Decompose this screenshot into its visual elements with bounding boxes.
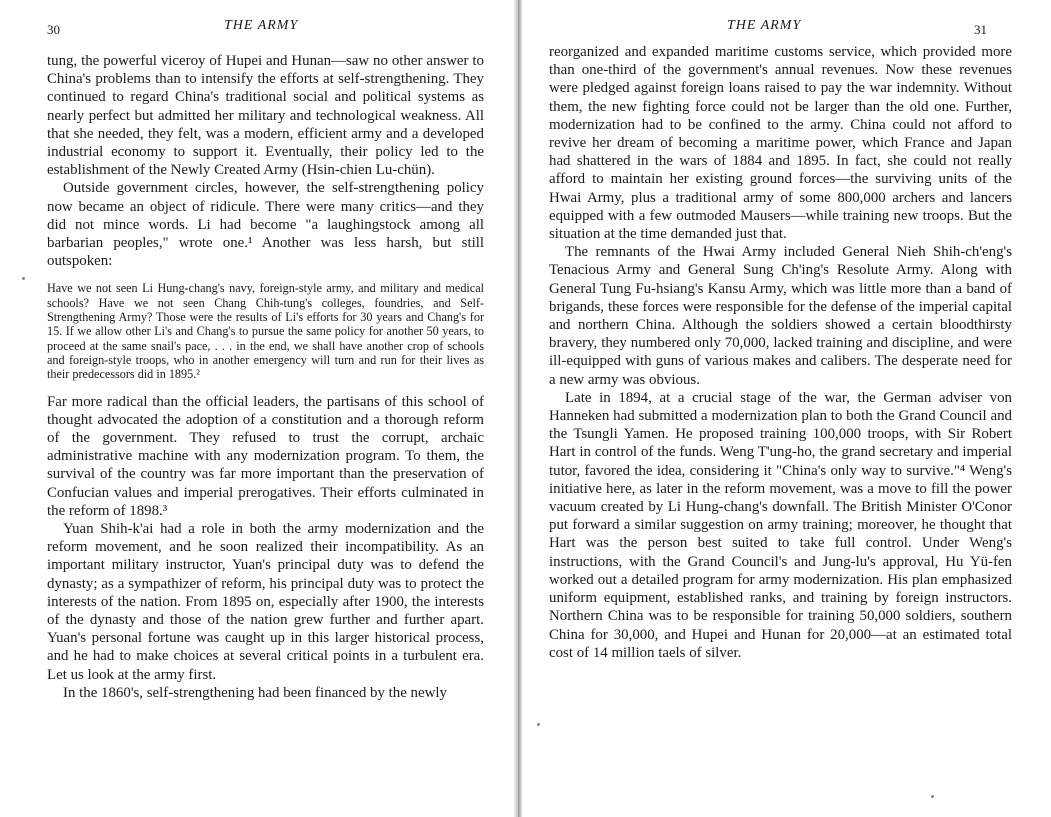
right-page-body [549, 43, 1012, 662]
left-page-body [47, 52, 484, 702]
paragraph: In the 1860's, self-strengthening had been financed by the newly [63, 684, 447, 701]
block-quote: Have we not seen Li Hung-chang's navy, foreign-style army, and military and medical schools? Have we not seen Chang Chih-tung's colleges, foundries, and Self-Strengthening Army? Those were the results of Li's efforts for 30 years and Chang's for 15. If we allow other Li's and Chang's to pursue the same policy for another 50 years, to proceed at the same snail's pace, . . . in the end, we shall have another crop of schools and foreign-style troops, who in another emergency will turn and run for their lives as their predecessors did in 1895.² [47, 281, 484, 382]
paragraph: Far more radical than the official leaders, the partisans of this school of thought advocated the adoption of a constitution and a thorough reform of the government. They refused to trust the corrupt, archaic administrative machine with any modernization program. To them, the survival of the country was far more important than the preservation of Confucian values and imperial prerogatives. Their efforts culminated in the reform of 1898.³ [47, 393, 484, 519]
scan-speck [931, 795, 934, 798]
left-page-number: 30 [47, 22, 60, 37]
paragraph: Yuan Shih-k'ai had a role in both the army modernization and the reform movement, and he soon realized their incompatibility. As an important military instructor, Yuan's principal duty was to defend the dynasty; as a sympathizer of reform, his principal duty was to protect the interests of the nation. From 1895 on, especially after 1900, the interests of the dynasty and those of the nation grew further and further apart. Yuan's personal fortune was caught up in this larger historical process, and he had to make choices at several critical points in a turbulent era. Let us look at the army first. [47, 520, 484, 683]
book-gutter [514, 0, 522, 817]
left-page [0, 0, 515, 817]
right-page [522, 0, 1051, 817]
right-page-number: 31 [974, 22, 987, 37]
paragraph: Outside government circles, however, the self-strengthening policy now became an object of ridicule. There were many critics—and they did not mince words. Li had become "a laughingstock among all barbarian peoples," wrote one.¹ Another was less harsh, but still outspoken: [47, 180, 484, 270]
paragraph: Late in 1894, at a crucial stage of the war, the German adviser von Hanneken had submitted a modernization plan to both the Grand Council and the Tsungli Yamen. He proposed training 100,000 troops, with Sir Robert Hart in control of the funds. Weng T'ung-ho, the grand secretary and imperial tutor, favored the idea, considering it "China's only way to survive."⁴ Weng's initiative here, as later in the reform movement, was a move to fill the power vacuum created by Li Hung-chang's downfall. The British Minister O'Conor put forward a similar suggestion on army training; moreover, he thought that Hart was the person best suited to take full control. Under Weng's instructions, with the Grand Council's and Jung-lu's approval, Hu Yü-fen worked out a detailed program for army modernization. His plan emphasized uniform equipment, established ranks, and training by foreign instructors. Northern China was to be responsible for training 50,000 soldiers, southern China for 30,000, and Hupei and Hunan for 20,000—at an estimated total cost of 14 million taels of silver. [549, 389, 1012, 661]
paragraph: tung, the powerful viceroy of Hupei and Hunan—saw no other answer to China's problems than to intensify the efforts at self-strengthening. They continued to regard China's traditional social and political systems as nearly perfect but admitted her military and technological weakness. All that she needed, they felt, was a modern, efficient army and a developed industrial economy to support it. Eventually, their policy led to the establishment of the Newly Created Army (Hsin-chien Lu-chün). [47, 53, 484, 179]
scan-speck [537, 723, 540, 726]
right-running-head: THE ARMY [727, 18, 802, 33]
paragraph: reorganized and expanded maritime customs service, which provided more than one-third of the government's annual revenues. Now these revenues were pledged against foreign loans raised to pay the war indemnity. Without them, the new fighting force could not be larger than the old one. Further, modernization had to be confined to the army. China could not afford to revive her dream of becoming a maritime power, which France and Japan had shattered in the wars of 1884 and 1895. In fact, she could not really afford to maintain her existing ground forces—the surviving units of the Hwai Army, plus a traditional army of some 800,000 archers and lancers equipped with a few outmoded Mausers—while training new troops. But the situation at the time demanded just that. [549, 44, 1012, 243]
paragraph: The remnants of the Hwai Army included General Nieh Shih-ch'eng's Tenacious Army and General Sung Ch'ing's Resolute Army. Along with General Tung Fu-hsiang's Kansu Army, which was little more than a band of brigands, these forces were responsible for the defense of the imperial capital and northern China. Although the soldiers showed a certain bloodthirsty bravery, they numbered only 70,000, lacked training and discipline, and were ill-equipped with guns of various makes and calibers. The desperate need for a new army was obvious. [549, 244, 1012, 388]
scan-speck [22, 277, 25, 280]
left-running-head: THE ARMY [224, 18, 299, 33]
